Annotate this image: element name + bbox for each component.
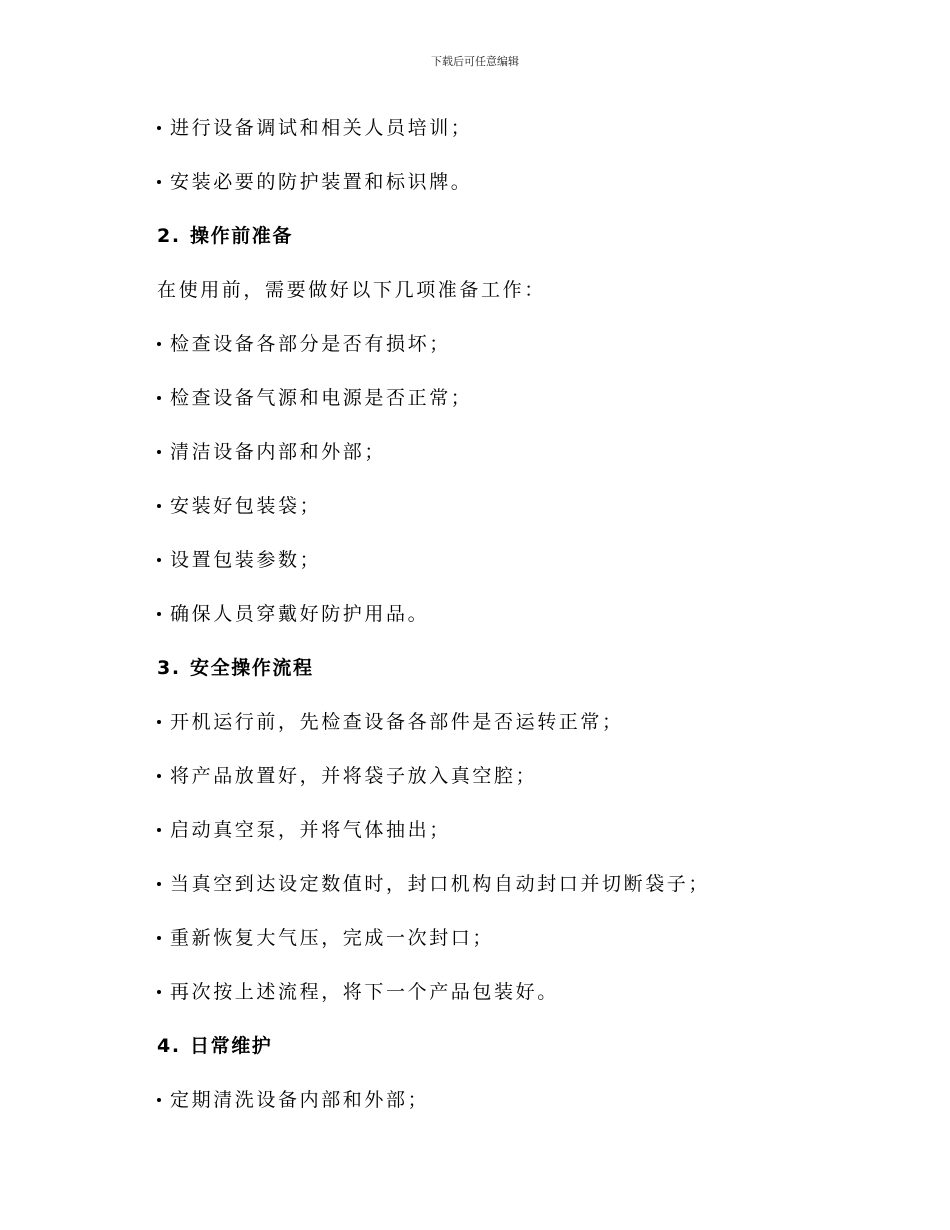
bullet-dot-icon (157, 126, 161, 130)
bullet-dot-icon (157, 936, 161, 940)
bullet-item (0, 810, 950, 864)
bullet-item (0, 162, 950, 216)
bullet-text: 安装必要的防护装置和标识牌。 (170, 171, 473, 193)
bullet-text: 当真空到达设定数值时，封口机构自动封口并切断袋子； (170, 873, 711, 895)
section-title: 安全操作流程 (190, 657, 314, 679)
paragraph-text: 在使用前，需要做好以下几项准备工作： (157, 279, 546, 301)
bullet-item (0, 432, 950, 486)
page-header (0, 54, 950, 70)
bullet-dot-icon (157, 720, 161, 724)
bullet-text: 开机运行前，先检查设备各部件是否运转正常； (170, 711, 624, 733)
paragraph (0, 270, 950, 324)
bullet-item (0, 702, 950, 756)
bullet-item (0, 918, 950, 972)
bullet-item (0, 756, 950, 810)
bullet-dot-icon (157, 342, 161, 346)
section-number: 3. (157, 657, 181, 679)
bullet-item (0, 378, 950, 432)
bullet-text: 再次按上述流程，将下一个产品包装好。 (170, 981, 559, 1003)
bullet-dot-icon (157, 180, 161, 184)
section-heading (0, 1026, 950, 1080)
bullet-text: 重新恢复大气压，完成一次封口； (170, 927, 495, 949)
bullet-dot-icon (157, 828, 161, 832)
bullet-dot-icon (157, 1098, 161, 1102)
section-number: 4. (157, 1035, 181, 1057)
bullet-text: 定期清洗设备内部和外部； (170, 1089, 430, 1111)
bullet-text: 清洁设备内部和外部； (170, 441, 387, 463)
bullet-text: 检查设备气源和电源是否正常； (170, 387, 473, 409)
document-body (0, 108, 950, 1134)
bullet-dot-icon (157, 612, 161, 616)
bullet-item (0, 864, 950, 918)
bullet-item (0, 540, 950, 594)
bullet-text: 安装好包装袋； (170, 495, 322, 517)
bullet-dot-icon (157, 558, 161, 562)
bullet-item (0, 324, 950, 378)
section-title: 操作前准备 (190, 225, 294, 247)
bullet-text: 启动真空泵，并将气体抽出； (170, 819, 451, 841)
bullet-item (0, 486, 950, 540)
section-number: 2. (157, 225, 181, 247)
bullet-dot-icon (157, 882, 161, 886)
section-title: 日常维护 (190, 1035, 273, 1057)
bullet-dot-icon (157, 774, 161, 778)
bullet-item (0, 108, 950, 162)
bullet-item (0, 972, 950, 1026)
section-heading (0, 648, 950, 702)
bullet-dot-icon (157, 396, 161, 400)
bullet-item (0, 1080, 950, 1134)
bullet-text: 将产品放置好，并将袋子放入真空腔； (170, 765, 538, 787)
bullet-item (0, 594, 950, 648)
bullet-text: 检查设备各部分是否有损坏； (170, 333, 451, 355)
bullet-dot-icon (157, 450, 161, 454)
section-heading (0, 216, 950, 270)
header-text: 下载后可任意编辑 (431, 55, 519, 68)
bullet-dot-icon (157, 990, 161, 994)
bullet-text: 设置包装参数； (170, 549, 322, 571)
bullet-dot-icon (157, 504, 161, 508)
bullet-text: 确保人员穿戴好防护用品。 (170, 603, 430, 625)
bullet-text: 进行设备调试和相关人员培训； (170, 117, 473, 139)
